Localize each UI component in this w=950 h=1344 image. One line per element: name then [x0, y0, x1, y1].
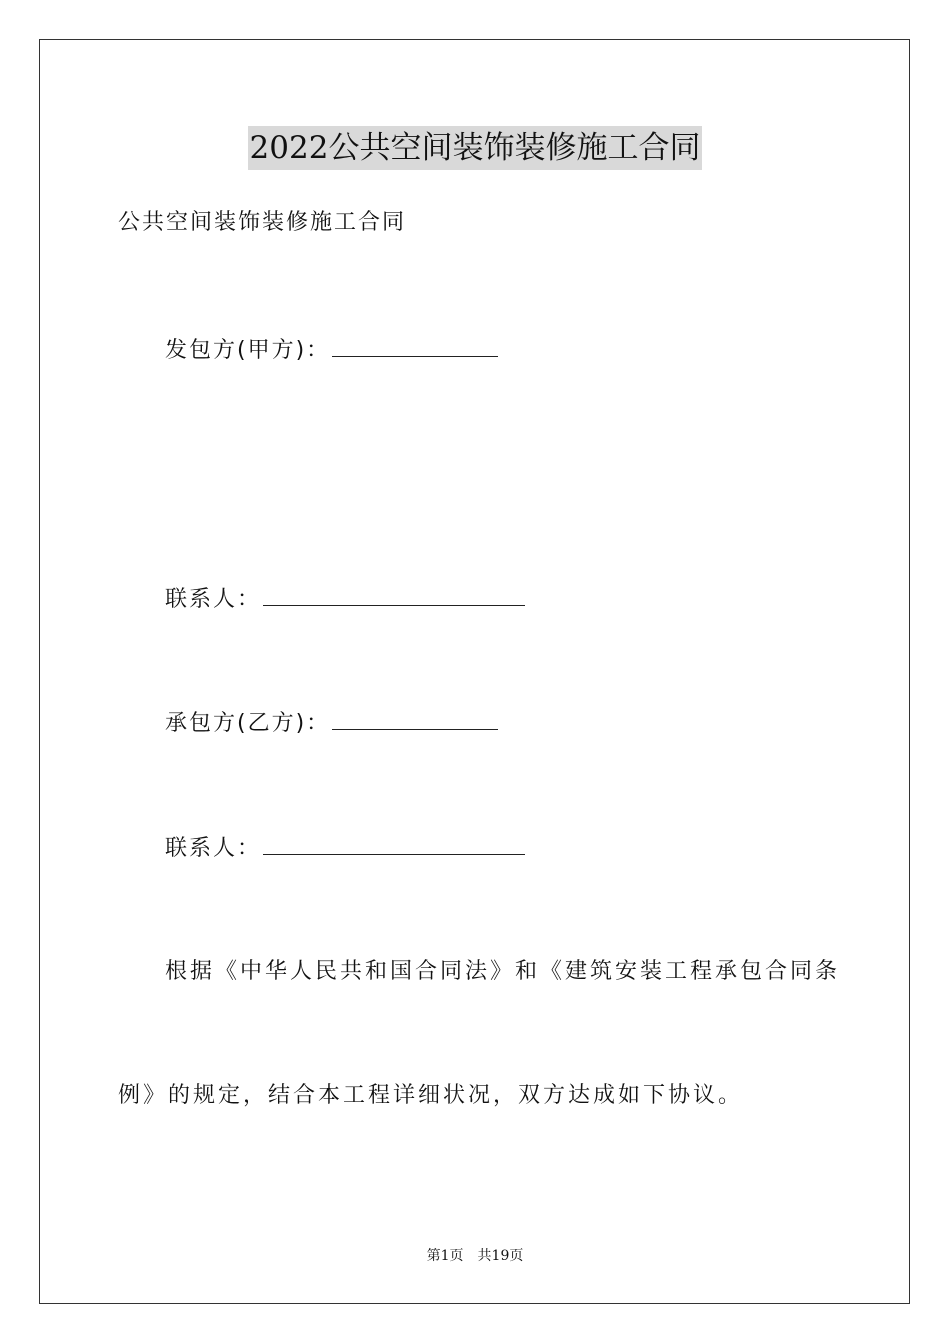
page-total: 共19页: [477, 1248, 524, 1264]
paragraph-line-2: 例》的规定，结合本工程详细状况，双方达成如下协议。: [118, 1083, 744, 1108]
party-a-row: [165, 334, 498, 366]
contact-a-row: [165, 583, 525, 615]
party-a-label: 发包方(甲方)：: [165, 338, 331, 363]
document-subtitle: 公共空间装饰装修施工合同: [118, 210, 407, 235]
contact-b-blank: [263, 832, 525, 855]
party-b-row: [165, 707, 498, 739]
contact-a-blank: [263, 583, 525, 606]
document-title: [0, 126, 950, 170]
document-title-text: 2022公共空间装饰装修施工合同: [248, 126, 703, 170]
contact-a-label: 联系人：: [165, 587, 262, 612]
contact-b-label: 联系人：: [165, 836, 262, 861]
page-footer: [0, 1246, 950, 1266]
paragraph-line-1: 根据《中华人民共和国合同法》和《建筑安装工程承包合同条: [165, 959, 841, 984]
contact-b-row: [165, 832, 525, 864]
party-a-blank: [332, 334, 498, 357]
party-b-blank: [332, 707, 498, 730]
party-b-label: 承包方(乙方)：: [165, 711, 331, 736]
page-current: 第1页: [426, 1248, 464, 1264]
